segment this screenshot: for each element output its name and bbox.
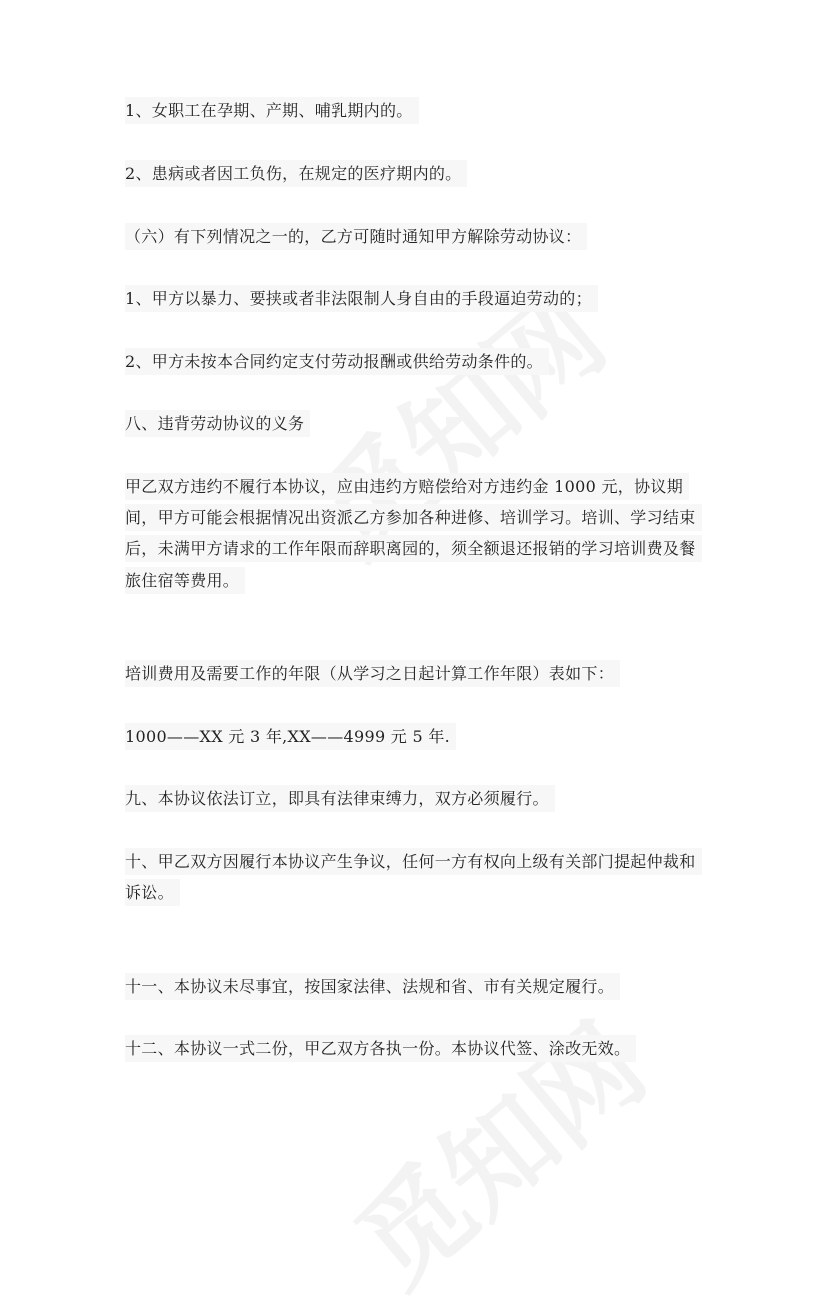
paragraph-text: 甲乙双方违约不履行本协议，应由违约方赔偿给对方违约金 1000 元，协议期间，甲方可能会根据情况出资派乙方参加各种进修、培训学习。培训、学习结束后，未满甲方请求的工作年限而辞职离园的，须全额退还报销的学习培训费及餐旅住宿等费用。 <box>125 473 702 594</box>
paragraph-text: 培训费用及需要工作的年限（从学习之日起计算工作年限）表如下： <box>125 660 620 687</box>
paragraph-text: （六）有下列情况之一的，乙方可随时通知甲方解除劳动协议： <box>125 223 587 250</box>
section-heading-9 <box>125 783 705 814</box>
paragraph-8 <box>125 658 705 689</box>
paragraph-text: 九、本协议依法订立，即具有法律束缚力，双方必须履行。 <box>125 785 555 812</box>
paragraph-text: 八、违背劳动协议的义务 <box>125 410 310 437</box>
section-heading-12 <box>125 1033 705 1064</box>
paragraph-text: 1、甲方以暴力、要挟或者非法限制人身自由的手段逼迫劳动的； <box>125 285 598 312</box>
paragraph-text: 十一、本协议未尽事宜，按国家法律、法规和省、市有关规定履行。 <box>125 973 620 1000</box>
paragraph-2 <box>125 158 705 189</box>
paragraph-7 <box>125 471 705 596</box>
paragraph-5 <box>125 346 705 377</box>
paragraph-text: 2、甲方未按本合同约定支付劳动报酬或供给劳动条件的。 <box>125 348 549 375</box>
section-heading-8 <box>125 408 705 439</box>
section-heading-10 <box>125 846 705 908</box>
paragraph-text: 2、患病或者因工负伤，在规定的医疗期内的。 <box>125 160 467 187</box>
paragraph-text: 1000——XX 元 3 年,XX——4999 元 5 年. <box>125 723 456 750</box>
paragraph-text: 十、甲乙双方因履行本协议产生争议，任何一方有权向上级有关部门提起仲裁和诉讼。 <box>125 848 702 906</box>
paragraph-9 <box>125 721 705 752</box>
paragraph-1 <box>125 95 705 126</box>
paragraph-text: 1、女职工在孕期、产期、哺乳期内的。 <box>125 97 419 124</box>
section-heading-11 <box>125 971 705 1002</box>
paragraph-3 <box>125 221 705 252</box>
paragraph-4 <box>125 283 705 314</box>
paragraph-text: 十二、本协议一式二份，甲乙双方各执一份。本协议代签、涂改无效。 <box>125 1035 636 1062</box>
